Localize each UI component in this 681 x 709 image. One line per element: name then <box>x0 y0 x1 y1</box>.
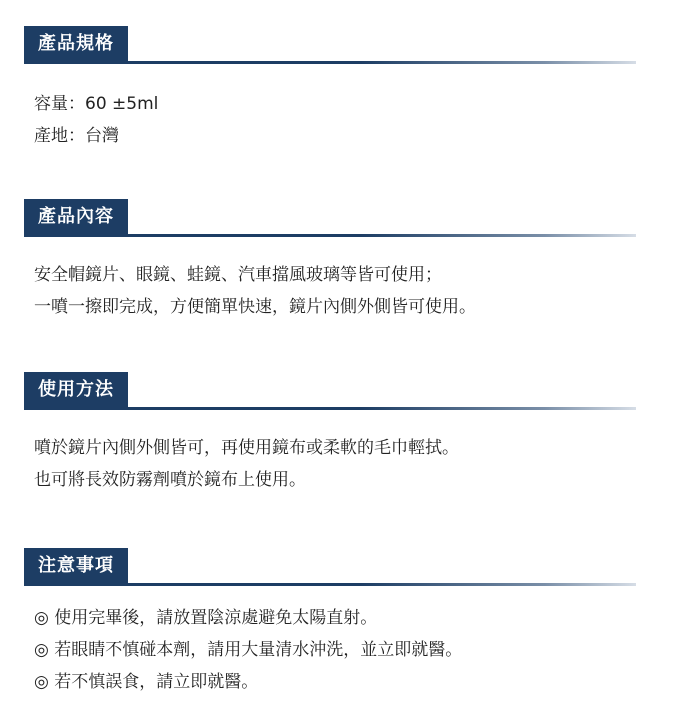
section-divider <box>24 61 636 64</box>
section-header <box>24 26 636 66</box>
precaution-item: ◎ 使用完畢後，請放置陰涼處避免太陽直射。 <box>34 608 378 628</box>
section-body <box>24 432 636 496</box>
section-title: 使用方法 <box>24 372 128 408</box>
usage-line: 噴於鏡片內側外側皆可，再使用鏡布或柔軟的毛巾輕拭。 <box>34 438 459 458</box>
section-usage <box>24 372 636 496</box>
section-precautions <box>24 548 636 698</box>
section-title: 產品內容 <box>24 199 128 235</box>
section-contents <box>24 199 636 323</box>
section-body <box>24 259 636 323</box>
section-specifications <box>24 26 636 152</box>
section-divider <box>24 583 636 586</box>
section-body <box>24 602 636 698</box>
spec-origin: 產地：台灣 <box>34 126 119 146</box>
content-line: 安全帽鏡片、眼鏡、蛙鏡、汽車擋風玻璃等皆可使用； <box>34 265 442 285</box>
section-divider <box>24 407 636 410</box>
section-header <box>24 372 636 412</box>
section-title: 注意事項 <box>24 548 128 584</box>
section-title: 產品規格 <box>24 26 128 62</box>
precaution-item: ◎ 若眼睛不慎碰本劑，請用大量清水沖洗，並立即就醫。 <box>34 640 463 660</box>
usage-line: 也可將長效防霧劑噴於鏡布上使用。 <box>34 470 306 490</box>
content-line: 一噴一擦即完成，方便簡單快速，鏡片內側外側皆可使用。 <box>34 297 476 317</box>
section-divider <box>24 234 636 237</box>
section-body <box>24 88 636 152</box>
precaution-item: ◎ 若不慎誤食，請立即就醫。 <box>34 672 259 692</box>
spec-capacity: 容量：60 ±5ml <box>34 94 159 114</box>
section-header <box>24 548 636 588</box>
section-header <box>24 199 636 239</box>
